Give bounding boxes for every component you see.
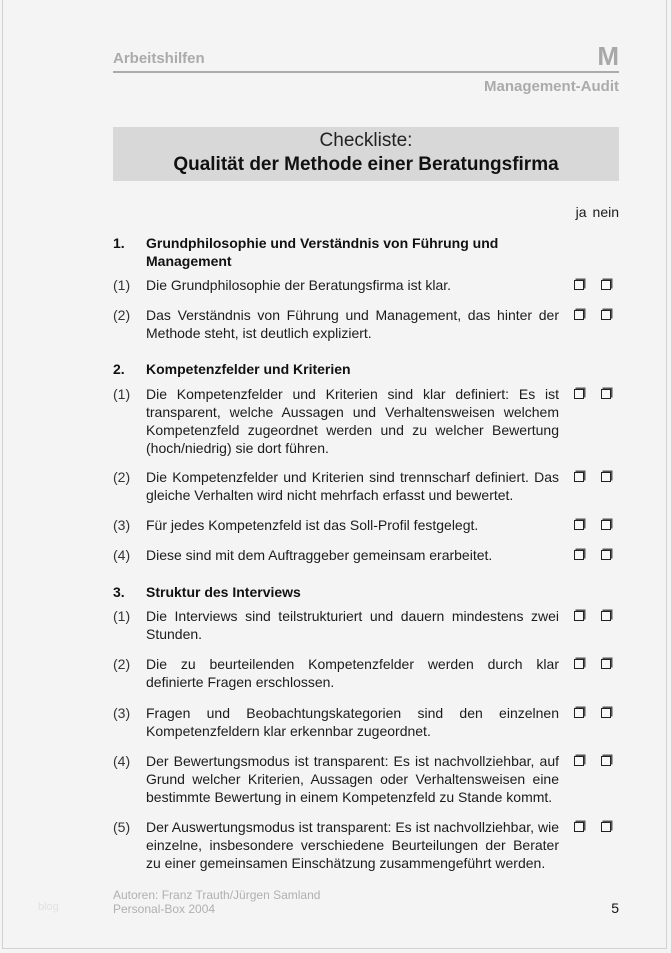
checkbox-no[interactable] [601, 822, 611, 832]
column-yes: ja [575, 204, 587, 220]
item-number: (4) [113, 753, 131, 769]
item-text: Für jedes Kompetenzfeld ist das Soll-Profil festgelegt. [146, 517, 479, 533]
checkbox-yes[interactable] [574, 550, 584, 560]
item-text: Der Auswertungsmodus ist transparent: Es ist nachvollziehbar, wie einzelne, insbesondere verschiedene Beurteilungen der Berater zu einer gemeinsamen Einschätzung zusammengeführt werden. [146, 819, 559, 871]
item-number: (2) [113, 469, 131, 485]
section-title: Struktur des Interviews [146, 584, 301, 600]
item-text: Fragen und Beobachtungskategorien sind den einzelnen Kompetenzfeldern klar erkennbar zugeordnet. [146, 705, 559, 739]
checkbox-yes[interactable] [574, 822, 584, 832]
section-number: 2. [113, 361, 125, 377]
item-number: (3) [113, 517, 131, 533]
section-number: 1. [113, 235, 125, 251]
section-title: Kompetenzfelder und Kriterien [146, 361, 351, 377]
item-text: Der Bewertungsmodus ist transparent: Es ist nachvollziehbar, auf Grund welcher Kriterien, Aussagen oder Verhaltensweisen eine bestimmte Bewertung in einem Kompetenzfeld zu Stande kommt. [146, 753, 559, 805]
checkbox-no[interactable] [601, 659, 611, 669]
item-text: Die Kompetenzfelder und Kriterien sind trennscharf definiert. Das gleiche Verhalten wird nicht mehrfach erfasst und bewertet. [146, 469, 559, 503]
header-category: Arbeitshilfen [113, 50, 205, 67]
checkbox-yes[interactable] [574, 389, 584, 399]
footer-credits [113, 888, 320, 916]
checkbox-no[interactable] [601, 520, 611, 530]
column-headers [570, 204, 619, 220]
checkbox-yes[interactable] [574, 520, 584, 530]
checkbox-yes[interactable] [574, 659, 584, 669]
header-divider [113, 71, 619, 73]
checkbox-yes[interactable] [574, 611, 584, 621]
checkbox-no[interactable] [601, 280, 611, 290]
checkbox-no[interactable] [601, 472, 611, 482]
checkbox-no[interactable] [601, 611, 611, 621]
item-text: Die Grundphilosophie der Beratungsfirma ist klar. [146, 277, 452, 293]
item-text: Die Kompetenzfelder und Kriterien sind klar definiert: Es ist transparent, welche Aussagen und Verhaltensweisen welchem Kompetenzfeld zugeordnet werden und zu welcher Bewertung (hoch/niedrig) sie dort führen. [146, 386, 559, 456]
footer-authors: Autoren: Franz Trauth/Jürgen Samland [113, 888, 321, 902]
checkbox-no[interactable] [601, 310, 611, 320]
checkbox-no[interactable] [601, 550, 611, 560]
item-number: (1) [113, 608, 131, 624]
item-text: Die Interviews sind teilstrukturiert und dauern mindestens zwei Stunden. [146, 608, 559, 642]
page-number: 5 [611, 900, 619, 916]
title-box [113, 127, 619, 181]
watermark: blog [38, 901, 59, 913]
title-label: Checkliste: [319, 130, 413, 151]
item-text: Diese sind mit dem Auftraggeber gemeinsam erarbeitet. [146, 547, 493, 563]
item-number: (1) [113, 277, 131, 293]
checkbox-no[interactable] [601, 756, 611, 766]
checkbox-yes[interactable] [574, 310, 584, 320]
header-subtitle: Management-Audit [484, 78, 619, 95]
section-number: 3. [113, 584, 125, 600]
item-number: (2) [113, 307, 131, 323]
item-text: Das Verständnis von Führung und Management, das hinter der Methode steht, ist deutlich expliziert. [146, 307, 559, 341]
checkbox-yes[interactable] [574, 756, 584, 766]
item-number: (5) [113, 819, 131, 835]
checkbox-no[interactable] [601, 708, 611, 718]
item-number: (2) [113, 656, 131, 672]
checkbox-yes[interactable] [574, 472, 584, 482]
item-text: Die zu beurteilenden Kompetenzfelder werden durch klar definierte Fragen erschlossen. [146, 656, 559, 690]
item-number: (4) [113, 547, 131, 563]
page-title: Qualität der Methode einer Beratungsfirma [173, 154, 559, 175]
column-no: nein [592, 204, 619, 220]
checkbox-no[interactable] [601, 389, 611, 399]
item-number: (1) [113, 386, 131, 402]
section-title: Grundphilosophie und Verständnis von Führung und Management [146, 235, 499, 269]
footer-publication: Personal-Box 2004 [113, 902, 216, 916]
checkbox-yes[interactable] [574, 708, 584, 718]
checkbox-yes[interactable] [574, 280, 584, 290]
item-number: (3) [113, 705, 131, 721]
header-letter: M [597, 41, 619, 71]
